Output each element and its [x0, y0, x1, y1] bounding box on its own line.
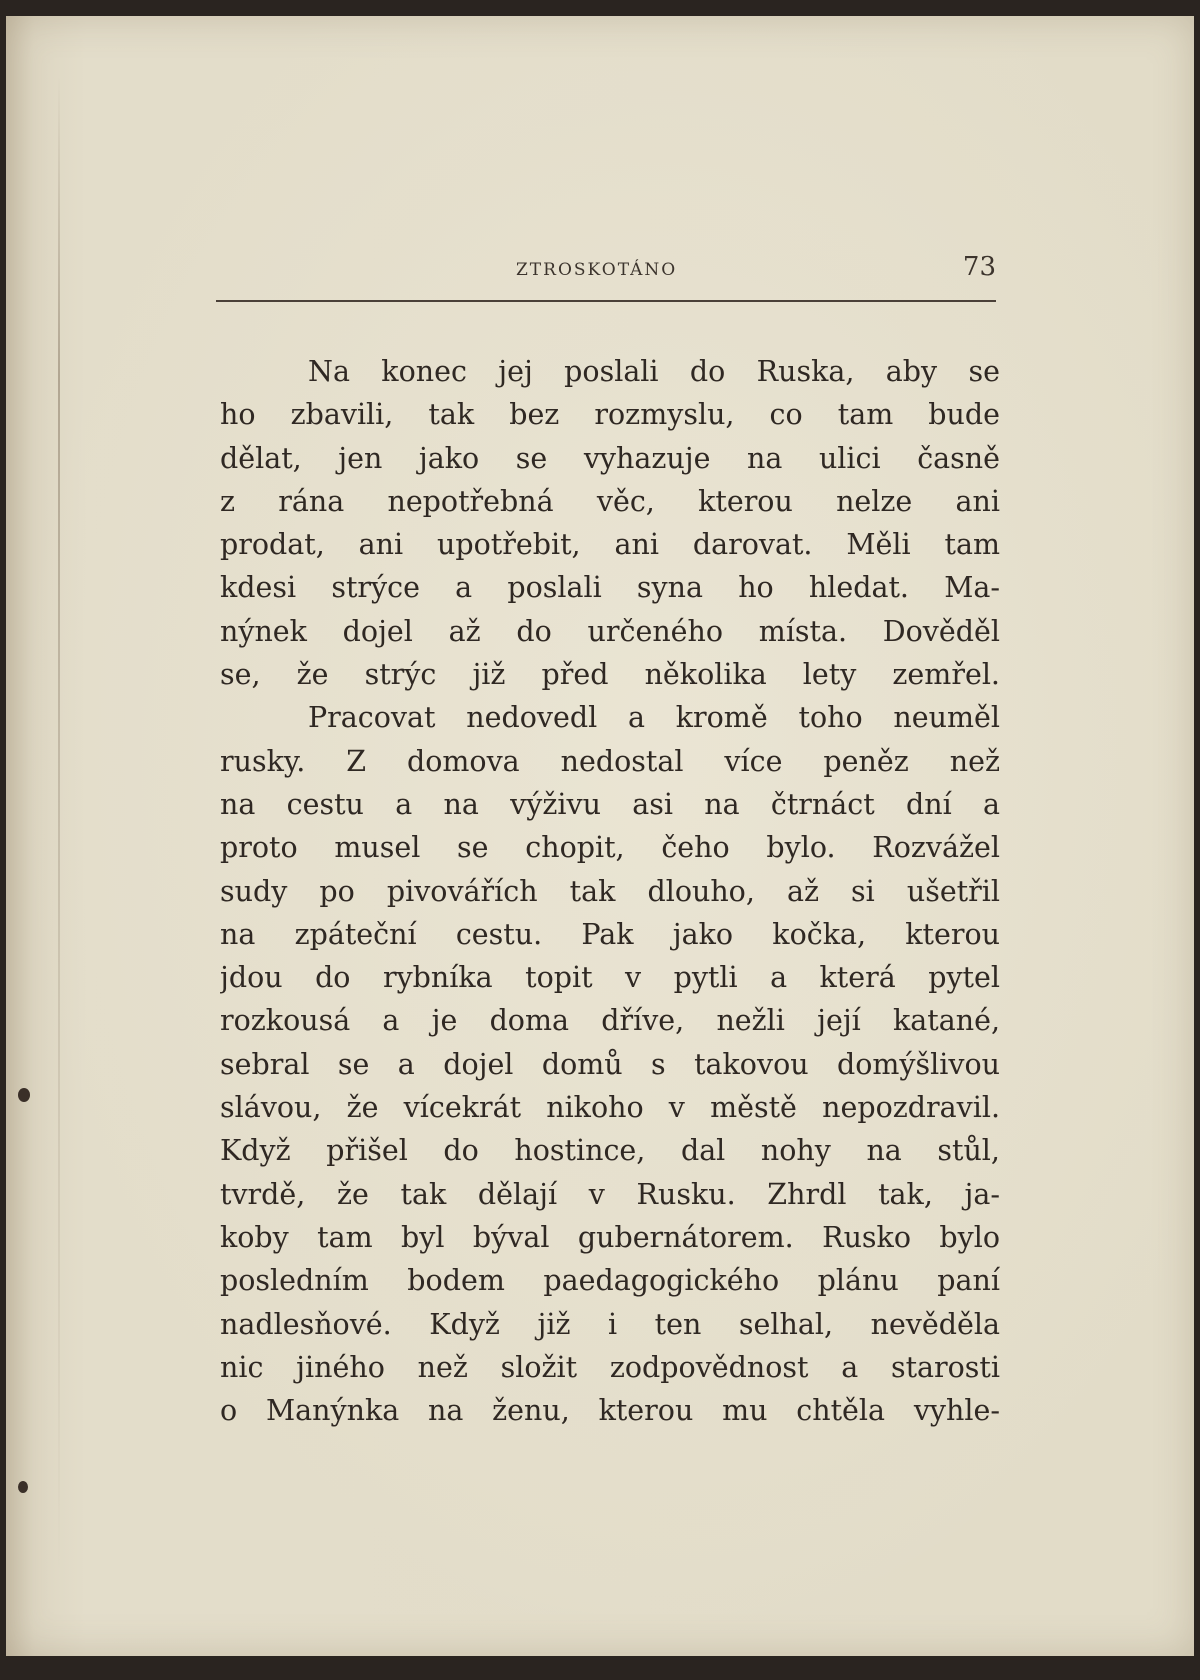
- text-line: se, že strýc již před několika lety zemřel.: [220, 658, 1000, 692]
- text-line: jdou do rybníka topit v pytli a která pytel: [220, 961, 1000, 995]
- text-line: sudy po pivovářích tak dlouho, až si ušetřil: [220, 874, 1000, 908]
- text-line: nadlesňové. Když již i ten selhal, nevěděla: [220, 1307, 1000, 1341]
- running-title: ZTROSKOTÁNO: [516, 260, 678, 280]
- book-page: [6, 16, 1194, 1656]
- text-line: sebral se a dojel domů s takovou domýšlivou: [220, 1047, 1000, 1081]
- ink-spot: [18, 1088, 30, 1102]
- text-line: koby tam byl býval gubernátorem. Rusko bylo: [220, 1220, 1000, 1254]
- text-line: ho zbavili, tak bez rozmyslu, co tam bude: [220, 398, 1000, 432]
- text-line: Když přišel do hostince, dal nohy na stůl,: [220, 1134, 1000, 1168]
- text-line: tvrdě, že tak dělají v Rusku. Zhrdl tak, ja-: [220, 1177, 1000, 1211]
- text-line: slávou, že vícekrát nikoho v městě nepozdravil.: [220, 1091, 1000, 1125]
- text-line: na cestu a na výživu asi na čtrnáct dní a: [220, 787, 1000, 821]
- text-line: rusky. Z domova nedostal více peněz než: [220, 744, 1000, 778]
- text-line: nýnek dojel až do určeného místa. Dověděl: [220, 614, 1000, 648]
- text-line: Pracovat nedovedl a kromě toho neuměl: [308, 701, 1000, 735]
- header-rule: [216, 300, 996, 302]
- text-line: dělat, jen jako se vyhazuje na ulici časně: [220, 441, 1000, 475]
- text-line: proto musel se chopit, čeho bylo. Rozvážel: [220, 831, 1000, 865]
- text-line: rozkousá a je doma dříve, nežli její katané,: [220, 1004, 1000, 1038]
- body-text: [220, 350, 1000, 1432]
- running-header: [216, 252, 996, 286]
- text-line: prodat, ani upotřebit, ani darovat. Měli tam: [220, 528, 1000, 562]
- text-line: na zpáteční cestu. Pak jako kočka, kterou: [220, 917, 1000, 951]
- text-line: z rána nepotřebná věc, kterou nelze ani: [220, 484, 1000, 518]
- ink-spot: [18, 1481, 28, 1493]
- page-number: 73: [962, 252, 996, 282]
- text-line: o Manýnka na ženu, kterou mu chtěla vyhle-: [220, 1394, 1000, 1428]
- text-line: posledním bodem paedagogického plánu paní: [220, 1264, 1000, 1298]
- text-line: Na konec jej poslali do Ruska, aby se: [308, 355, 1000, 388]
- text-line: kdesi strýce a poslali syna ho hledat. Ma-: [220, 571, 1000, 605]
- text-line: nic jiného než složit zodpovědnost a starosti: [220, 1350, 1000, 1384]
